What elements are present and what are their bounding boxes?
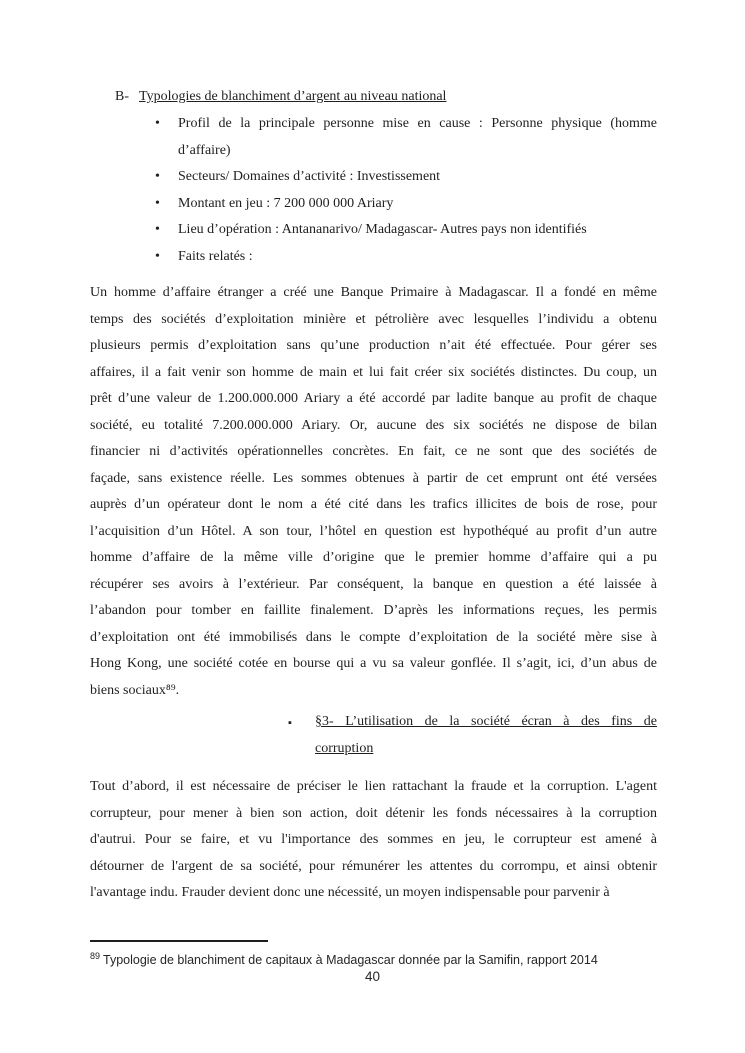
- bullet-item-profil: [90, 111, 657, 164]
- text-line: d’affaire): [178, 142, 231, 158]
- bullet-item-text: [178, 191, 657, 218]
- bullet-item-faits: [90, 244, 657, 271]
- text-line: §3- L’utilisation de la société écran à des fins de: [315, 714, 657, 729]
- footnote-text: Typologie de blanchiment de capitaux à Madagascar donnée par la Samifin, rapport 2014: [103, 953, 598, 968]
- text-line: Lieu d’opération : Antananarivo/ Madagascar- Autres pays non identifiés: [178, 222, 587, 237]
- bullet-icon: •: [155, 248, 160, 264]
- section-heading: [115, 84, 446, 111]
- text-line: Faits relatés :: [178, 248, 253, 264]
- bullet-item-text: [178, 164, 657, 191]
- text-line: récupérer ses avoirs à l’extérieur. Par conséquent, la banque en question a été laissée à: [90, 576, 657, 592]
- text-line: Tout d’abord, il est nécessaire de préciser le lien rattachant la fraude et la corruption. L'agent: [90, 779, 657, 794]
- text-line: affaires, il a fait venir son homme de main et lui fait créer six sociétés distinctes. Du coup, un: [90, 364, 657, 380]
- text-line: corruption: [315, 740, 374, 756]
- text-line: financier ni d’activités opérationnelles concrètes. En fait, ce ne sont que des sociétés de: [90, 444, 657, 459]
- text-line: Secteurs/ Domaines d’activité : Investissement: [178, 169, 441, 184]
- text-line: Montant en jeu : 7 200 000 000 Ariary: [178, 195, 394, 211]
- subsection-heading-text: [315, 709, 657, 762]
- text-line: corrupteur, pour mener à bien son action, doit détenir les fonds nécessaires à la corruption: [90, 805, 657, 821]
- bullet-item-secteurs: [90, 164, 657, 191]
- text-line: l’abandon pour tomber en faillite finalement. D’après les informations reçues, les permis: [90, 603, 657, 618]
- bullet-item-text: [178, 217, 657, 244]
- subsection-heading: [288, 709, 657, 762]
- paragraph-faits-relates: [90, 280, 657, 704]
- bullet-icon: •: [155, 222, 160, 237]
- bullet-item-text: [178, 244, 657, 271]
- bullet-list: [90, 111, 657, 270]
- square-bullet-icon: ▪: [288, 717, 292, 729]
- text-line: détourner de l'argent de sa société, pour rémunérer les attentes du corrompu, et ainsi obtenir: [90, 858, 657, 874]
- text-line: société, eu totalité 7.200.000.000 Ariary. Or, aucune des six sociétés ne dispose de bilan: [90, 417, 657, 433]
- footnote-separator: [90, 940, 268, 942]
- text-line: homme d’affaire de la même ville d’origine que le premier homme d’affaire qui a pu: [90, 550, 657, 565]
- section-heading-title: Typologies de blanchiment d’argent au niveau national: [139, 89, 447, 104]
- paragraph-corruption: [90, 774, 657, 907]
- page-number: 40: [364, 969, 381, 984]
- text-line: plusieurs permis d’exploitation sans qu’une production n’ait été effectuée. Pour gérer ses: [90, 338, 657, 353]
- text-line: l’acquisition d’un Hôtel. A son tour, l’hôtel en question est hypothéqué au profit d’un autre: [90, 523, 657, 539]
- text-line: d'autrui. Pour se faire, et vu l'importance des sommes en jeu, le corrupteur est amené à: [90, 832, 657, 847]
- bullet-item-lieu: [90, 217, 657, 244]
- text-line: façade, sans existence réelle. Les sommes obtenues à partir de cet emprunt ont été versées: [90, 470, 657, 486]
- footnote-marker: 89: [90, 951, 101, 961]
- bullet-icon: •: [155, 169, 160, 184]
- bullet-item-text: [178, 111, 657, 164]
- text-line: l'avantage indu. Frauder devient donc une nécessité, un moyen indispensable pour parvenir à: [90, 885, 610, 900]
- section-heading-label: B-: [115, 89, 129, 104]
- text-line: Un homme d’affaire étranger a créé une Banque Primaire à Madagascar. Il a fondé en même: [90, 285, 657, 300]
- text-line: d’exploitation ont été immobilisés dans le compte d’exploitation de la société mère sise à: [90, 629, 657, 645]
- text-line: auprès d’un opérateur dont le nom a été cité dans les trafics illicites de bois de rose, pour: [90, 497, 657, 512]
- text-line: biens sociaux⁸⁹.: [90, 682, 180, 698]
- text-line: prêt d’une valeur de 1.200.000.000 Ariary a été accordé par ladite banque au profit de chaque: [90, 391, 657, 406]
- bullet-item-montant: [90, 191, 657, 218]
- bullet-icon: •: [155, 195, 160, 211]
- text-line: Profil de la principale personne mise en cause : Personne physique (homme: [178, 116, 657, 131]
- text-line: Hong Kong, une société cotée en bourse qui a vu sa valeur gonflée. Il s’agit, ici, d’un abus de: [90, 656, 657, 671]
- footnote: [90, 948, 657, 969]
- text-line: temps des sociétés d’exploitation minière et pétrolière avec lesquelles l’individu a obtenu: [90, 311, 657, 327]
- bullet-icon: •: [155, 116, 160, 131]
